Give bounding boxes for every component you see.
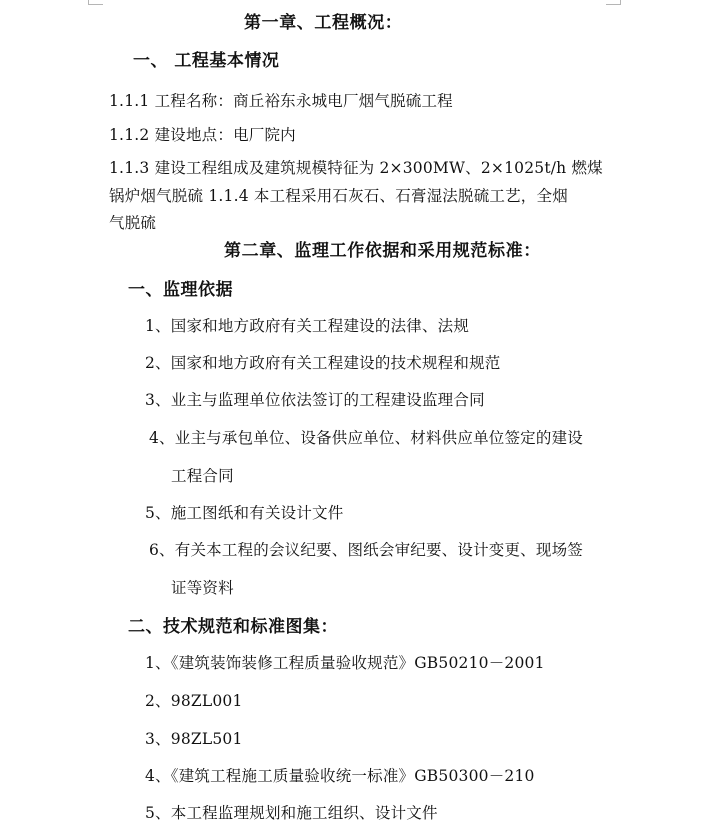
basis-item-5: 5、施工图纸和有关设计文件 — [145, 504, 344, 522]
basis-item-4-line-2: 工程合同 — [171, 467, 234, 485]
standard-item-5: 5、本工程监理规划和施工组织、设计文件 — [145, 804, 438, 822]
project-scale-line-2: 锅炉烟气脱硫 1.1.4 本工程采用石灰石、石膏湿法脱硫工艺，全烟 — [109, 187, 568, 205]
page-corner-mark-right — [606, 0, 621, 5]
construction-site-item: 1.1.2 建设地点：电厂院内 — [109, 126, 296, 144]
standard-item-3: 3、98ZL501 — [145, 730, 243, 748]
project-name-item: 1.1.1 工程名称：商丘裕东永城电厂烟气脱硫工程 — [109, 92, 453, 110]
page-corner-mark-left — [88, 0, 103, 5]
standard-item-2: 2、98ZL001 — [145, 692, 243, 710]
project-scale-line-1: 1.1.3 建设工程组成及建筑规模特征为 2×300MW、2×1025t/h 燃煤 — [109, 159, 603, 177]
project-scale-line-3: 气脱硫 — [109, 214, 157, 232]
basis-item-4-line-1: 4、业主与承包单位、设备供应单位、材料供应单位签定的建设 — [149, 429, 583, 447]
basis-item-2: 2、国家和地方政府有关工程建设的技术规程和规范 — [145, 354, 501, 372]
standard-item-4: 4、《建筑工程施工质量验收统一标准》GB50300－210 — [145, 767, 535, 785]
chapter-1-section-1-title: 一、 工程基本情况 — [133, 51, 280, 71]
chapter-2-section-2-title: 二、技术规范和标准图集： — [128, 617, 338, 637]
basis-item-1: 1、国家和地方政府有关工程建设的法律、法规 — [145, 317, 470, 335]
chapter-2-title: 第二章、监理工作依据和采用规范标准： — [224, 241, 541, 261]
standard-item-1: 1、《建筑装饰装修工程质量验收规范》GB50210－2001 — [145, 654, 545, 672]
basis-item-6-line-2: 证等资料 — [171, 579, 234, 597]
basis-item-3: 3、业主与监理单位依法签订的工程建设监理合同 — [145, 391, 485, 409]
chapter-2-section-1-title: 一、监理依据 — [128, 280, 233, 300]
basis-item-6-line-1: 6、有关本工程的会议纪要、图纸会审纪要、设计变更、现场签 — [149, 541, 583, 559]
chapter-1-title: 第一章、工程概况： — [244, 13, 403, 33]
